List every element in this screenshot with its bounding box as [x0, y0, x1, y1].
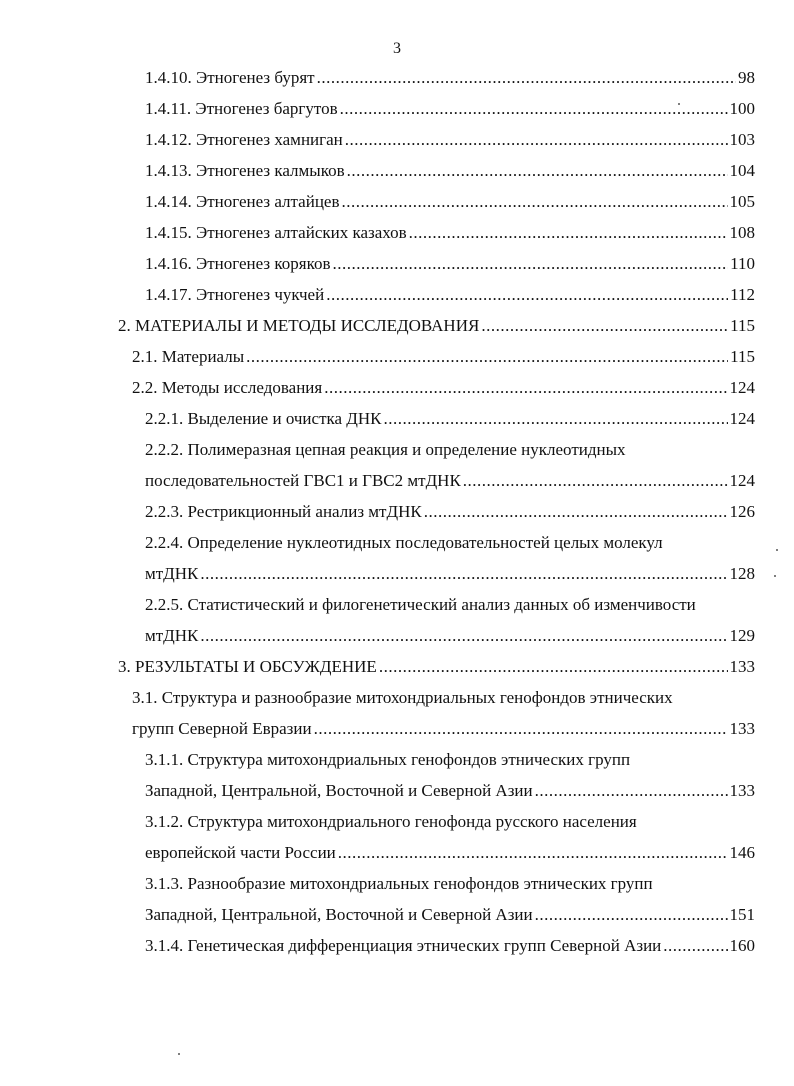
- toc-entry-title-cont: мтДНК: [145, 626, 199, 645]
- dot-leader: [463, 465, 728, 496]
- toc-entry-line: [145, 930, 755, 961]
- toc-entry-title: 2.2.1. Выделение и очистка ДНК: [145, 409, 382, 428]
- toc-entry-title: 2.2.2. Полимеразная цепная реакция и определение нуклеотидных: [145, 440, 626, 459]
- toc-entry-title: 1.4.11. Этногенез баргутов: [145, 99, 338, 118]
- scan-speck: [776, 549, 778, 551]
- dot-leader: [246, 341, 728, 372]
- table-of-contents: [0, 62, 794, 961]
- scan-speck: [678, 103, 680, 105]
- dot-leader: [314, 713, 728, 744]
- toc-entry-first-line: [0, 868, 794, 899]
- toc-entry: [0, 620, 794, 651]
- toc-entry-page: 151: [729, 905, 755, 924]
- dot-leader: [347, 155, 728, 186]
- toc-entry-line: [132, 713, 755, 744]
- scan-speck: [774, 575, 776, 577]
- toc-entry-first-line: [0, 682, 794, 713]
- toc-entry: [0, 248, 794, 279]
- toc-entry-line: [145, 124, 755, 155]
- toc-entry: [0, 930, 794, 961]
- toc-entry-page: 128: [729, 564, 755, 583]
- toc-entry-title: 2.2. Методы исследования: [132, 378, 323, 397]
- dot-leader: [384, 403, 728, 434]
- toc-entry-title-cont: Западной, Центральной, Восточной и Северной Азии: [145, 781, 533, 800]
- toc-entry-first-line: [0, 434, 794, 465]
- toc-entry-title: 2.1. Материалы: [132, 347, 245, 366]
- toc-entry-line: [145, 837, 755, 868]
- toc-entry-line: [118, 310, 755, 341]
- toc-entry-page: 129: [729, 626, 755, 645]
- toc-entry: [0, 62, 794, 93]
- toc-entry: [0, 124, 794, 155]
- toc-entry: [0, 496, 794, 527]
- toc-chapter-entry: [0, 310, 794, 341]
- toc-entry: [0, 341, 794, 372]
- toc-entry-title: 3.1.1. Структура митохондриальных генофондов этнических групп: [145, 750, 631, 769]
- toc-entry-line: [132, 341, 755, 372]
- toc-entry-title: 1.4.13. Этногенез калмыков: [145, 161, 345, 180]
- toc-entry-line: [145, 279, 755, 310]
- toc-entry-line: [145, 186, 755, 217]
- toc-entry-line: [145, 496, 755, 527]
- dot-leader: [481, 310, 728, 341]
- toc-entry-page: 98: [738, 68, 755, 87]
- page-number: 3: [393, 40, 401, 57]
- toc-entry: [0, 186, 794, 217]
- toc-entry-page: 124: [729, 471, 755, 490]
- toc-entry: [0, 372, 794, 403]
- toc-entry-page: 108: [729, 223, 755, 242]
- dot-leader: [379, 651, 728, 682]
- toc-entry-title-cont: мтДНК: [145, 564, 199, 583]
- toc-entry-line: [145, 620, 755, 651]
- toc-entry-title: 2.2.4. Определение нуклеотидных последовательностей целых молекул: [145, 533, 663, 552]
- toc-entry: [0, 93, 794, 124]
- toc-entry-page: 124: [729, 378, 755, 397]
- toc-entry-page: 104: [729, 161, 755, 180]
- toc-entry-page: 146: [729, 843, 755, 862]
- toc-entry-title: 3.1.3. Разнообразие митохондриальных генофондов этнических групп: [145, 874, 653, 893]
- toc-entry-title: 2. МАТЕРИАЛЫ И МЕТОДЫ ИССЛЕДОВАНИЯ: [118, 316, 480, 335]
- dot-leader: [200, 558, 727, 589]
- toc-entry-title: 1.4.12. Этногенез хамниган: [145, 130, 343, 149]
- dot-leader: [663, 930, 727, 961]
- toc-entry-title: 3. РЕЗУЛЬТАТЫ И ОБСУЖДЕНИЕ: [118, 657, 377, 676]
- dot-leader: [342, 186, 728, 217]
- dot-leader: [535, 775, 728, 806]
- toc-entry-line: [145, 248, 755, 279]
- toc-entry-page: 115: [730, 347, 755, 366]
- toc-entry-line: [145, 899, 755, 930]
- dot-leader: [324, 372, 727, 403]
- toc-entry-line: [145, 217, 755, 248]
- toc-entry-line: [132, 372, 755, 403]
- toc-entry-page: 115: [730, 316, 755, 335]
- toc-entry-title: 1.4.17. Этногенез чукчей: [145, 285, 325, 304]
- toc-entry-title-cont: европейской части России: [145, 843, 336, 862]
- toc-entry-page: 124: [729, 409, 755, 428]
- toc-entry: [0, 775, 794, 806]
- toc-entry: [0, 217, 794, 248]
- toc-entry-title: 1.4.14. Этногенез алтайцев: [145, 192, 340, 211]
- toc-entry-page: 110: [730, 254, 755, 273]
- toc-entry-page: 133: [729, 657, 755, 676]
- toc-entry-first-line: [0, 589, 794, 620]
- toc-entry-first-line: [0, 744, 794, 775]
- scan-speck: [178, 1053, 180, 1055]
- toc-entry-page: 112: [730, 285, 755, 304]
- toc-entry-page: 133: [729, 719, 755, 738]
- dot-leader: [409, 217, 728, 248]
- dot-leader: [340, 93, 728, 124]
- toc-entry: [0, 558, 794, 589]
- toc-chapter-entry: [0, 651, 794, 682]
- toc-entry-line: [145, 403, 755, 434]
- toc-entry-page: 100: [729, 99, 755, 118]
- toc-entry-title: 3.1.2. Структура митохондриального генофонда русского населения: [145, 812, 637, 831]
- toc-entry-first-line: [0, 806, 794, 837]
- toc-entry-title: 1.4.10. Этногенез бурят: [145, 68, 315, 87]
- dot-leader: [535, 899, 728, 930]
- toc-entry: [0, 713, 794, 744]
- toc-entry-title: 2.2.5. Статистический и филогенетический анализ данных об изменчивости: [145, 595, 696, 614]
- dot-leader: [424, 496, 728, 527]
- toc-entry-line: [145, 62, 755, 93]
- dot-leader: [345, 124, 728, 155]
- toc-entry-line: [145, 465, 755, 496]
- dot-leader: [317, 62, 736, 93]
- toc-entry: [0, 899, 794, 930]
- toc-entry-page: 160: [729, 936, 755, 955]
- toc-entry-title: 1.4.15. Этногенез алтайских казахов: [145, 223, 407, 242]
- dot-leader: [326, 279, 728, 310]
- toc-entry: [0, 279, 794, 310]
- dot-leader: [200, 620, 727, 651]
- toc-entry-page: 133: [729, 781, 755, 800]
- dot-leader: [338, 837, 728, 868]
- toc-entry: [0, 155, 794, 186]
- toc-entry: [0, 465, 794, 496]
- toc-entry-title: 3.1.4. Генетическая дифференциация этнических групп Северной Азии: [145, 936, 662, 955]
- toc-entry-line: [145, 155, 755, 186]
- toc-entry-first-line: [0, 527, 794, 558]
- toc-entry-line: [145, 93, 755, 124]
- toc-entry-title: 3.1. Структура и разнообразие митохондриальных генофондов этнических: [132, 688, 673, 707]
- toc-entry-title-cont: последовательностей ГВС1 и ГВС2 мтДНК: [145, 471, 461, 490]
- dot-leader: [333, 248, 729, 279]
- toc-entry-page: 105: [729, 192, 755, 211]
- toc-entry-title: 2.2.3. Рестрикционный анализ мтДНК: [145, 502, 422, 521]
- toc-entry: [0, 837, 794, 868]
- toc-entry-line: [118, 651, 755, 682]
- toc-entry: [0, 403, 794, 434]
- toc-entry-title-cont: Западной, Центральной, Восточной и Северной Азии: [145, 905, 533, 924]
- toc-entry-page: 103: [729, 130, 755, 149]
- toc-entry-line: [145, 558, 755, 589]
- toc-entry-page: 126: [729, 502, 755, 521]
- toc-entry-title: 1.4.16. Этногенез коряков: [145, 254, 331, 273]
- toc-entry-title-cont: групп Северной Евразии: [132, 719, 312, 738]
- toc-entry-line: [145, 775, 755, 806]
